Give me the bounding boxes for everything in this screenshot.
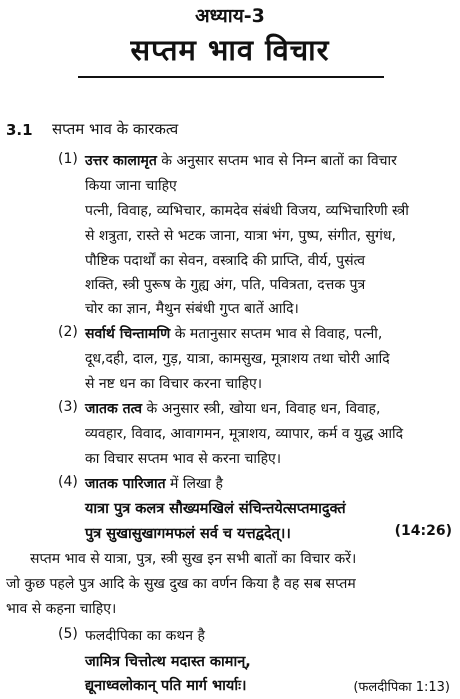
source-name: जातक तत्व: [85, 401, 143, 417]
chapter-label: अध्याय-3: [195, 5, 265, 27]
item-text: में लिखा है: [165, 476, 223, 492]
item-number: (1): [58, 151, 78, 167]
item-line: से नष्ट धन का विचार करना चाहिए।: [85, 376, 263, 392]
item-line: दूध,दही, दाल, गुड़, यात्रा, कामसुख, मूत्राशय तथा चोरी आदि: [85, 351, 390, 367]
item-number: (2): [58, 324, 78, 340]
chapter-title: सप्तम भाव विचार: [130, 33, 330, 67]
item-line: किया जाना चाहिए: [85, 178, 177, 194]
paragraph-line: सप्तम भाव से यात्रा, पुत्र, स्त्री सुख इन सभी बातों का विचार करें।: [30, 551, 357, 567]
item-line: पत्नी, विवाह, व्यभिचार, कामदेव संबंधी विजय, व्यभिचारिणी स्त्री: [85, 203, 409, 219]
verse-line: यात्रा पुत्र कलत्र सौख्यमखिलं संचिन्तयेत्सप्तमादुक्तं: [85, 501, 346, 517]
item-number: (5): [58, 626, 78, 642]
item-first-line: [85, 399, 380, 418]
item-line: से शत्रुता, रास्ते से भटक जाना, यात्रा भंग, पुष्प, संगीत, सुगंध,: [85, 228, 396, 244]
verse-line: पुत्र सुखासुखागमफलं सर्व च यत्तद्वदेत्।।: [85, 526, 291, 542]
title-underline: [78, 76, 384, 78]
item-text: फलदीपिका का कथन है: [85, 628, 205, 644]
source-name: सर्वार्थ चिन्तामणि: [85, 326, 171, 342]
item-first-line: [85, 324, 382, 343]
verse-reference: (फलदीपिका 1:13): [353, 680, 450, 695]
item-first-line: [85, 474, 223, 493]
item-text: के मतानुसार सप्तम भाव से विवाह, पत्नी,: [170, 326, 383, 342]
paragraph-line: जो कुछ पहले पुत्र आदि के सुख दुख का वर्णन किया है वह सब सप्तम: [6, 576, 356, 592]
item-line: शक्ति, स्त्री पुरूष के गुह्य अंग, पति, पवित्रता, दत्तक पुत्र: [85, 277, 366, 293]
item-line: पौष्टिक पदार्थों का सेवन, वस्त्रादि की प्राप्ति, वीर्य, पुसंत्व: [85, 253, 366, 269]
item-line: चोर का ज्ञान, मैथुन संबंधी गुप्त बातें आदि।: [85, 301, 299, 317]
item-first-line: [85, 151, 397, 170]
source-name: उत्तर कालामृत: [85, 153, 157, 169]
item-line: व्यवहार, विवाद, आवागमन, मूत्राशय, व्यापार, कर्म व युद्ध आदि: [85, 426, 404, 442]
source-name: जातक पारिजात: [85, 476, 166, 492]
verse-line: जामित्र चित्तोत्थ मदास्त कामान्,: [85, 654, 251, 670]
paragraph-line: भाव से कहना चाहिए।: [6, 601, 117, 617]
section-title: सप्तम भाव के कारकत्व: [52, 120, 179, 138]
verse-line: द्यूनाध्वलोकान् पति मार्ग भार्याः।: [85, 678, 247, 694]
section-number: 3.1: [6, 121, 33, 139]
verse-reference: (14:26): [394, 523, 452, 539]
item-text: के अनुसार सप्तम भाव से निम्न बातों का विचार: [156, 153, 397, 169]
item-number: (4): [58, 474, 78, 490]
item-text: के अनुसार स्त्री, खोया धन, विवाह धन, विवाह,: [142, 401, 381, 417]
item-number: (3): [58, 399, 78, 415]
item-line: का विचार सप्तम भाव से करना चाहिए।: [85, 451, 282, 467]
